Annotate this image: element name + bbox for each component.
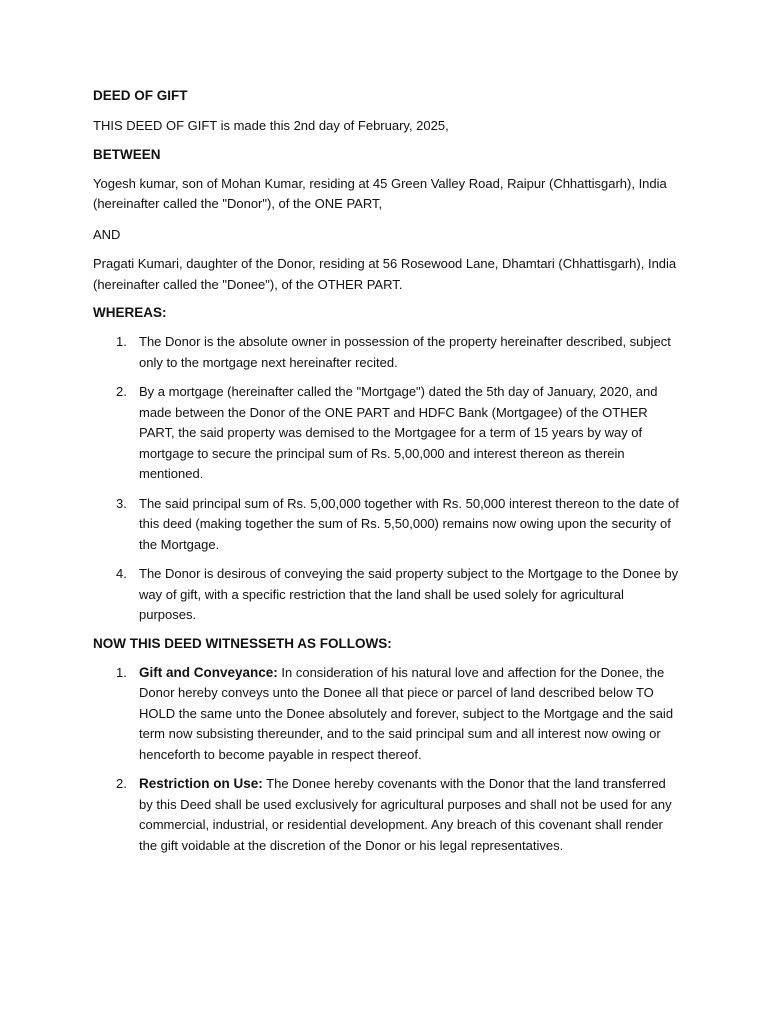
list-item <box>93 663 683 766</box>
list-item-text: The Donee hereby covenants with the Donor that the land transferred by this Deed shall be used exclusively for agricultural purposes and shall not be used for any commercial, industrial, or residential development. Any breach of this covenant shall render the gift voidable at the discretion of the Donor or his legal representatives. <box>139 776 672 853</box>
whereas-heading: WHEREAS: <box>93 305 167 320</box>
donor-paragraph: Yogesh kumar, son of Mohan Kumar, residing at 45 Green Valley Road, Raipur (Chhattisgarh), India (hereinafter called the "Donor"), of the ONE PART, <box>93 175 667 211</box>
whereas-list <box>93 332 683 626</box>
donee-paragraph: Pragati Kumari, daughter of the Donor, residing at 56 Rosewood Lane, Dhamtari (Chhattisgarh), India (hereinafter called the "Donee"), of the OTHER PART. <box>93 256 677 292</box>
witnesseth-heading: NOW THIS DEED WITNESSETH AS FOLLOWS: <box>93 635 392 651</box>
list-item-text: The Donor is the absolute owner in possession of the property hereinafter described, subject only to the mortgage next hereinafter recited. <box>139 334 671 370</box>
and-text: AND <box>93 226 121 242</box>
list-item-number: 1. <box>116 664 127 680</box>
list-item <box>93 382 683 485</box>
list-item <box>93 774 683 856</box>
list-item-number: 2. <box>116 776 127 791</box>
clause-lead: Gift and Conveyance: <box>139 664 278 680</box>
list-item <box>93 494 683 556</box>
list-item <box>93 332 683 373</box>
list-item-number: 3. <box>116 495 127 511</box>
list-item-number: 2. <box>116 384 127 399</box>
list-item-text: In consideration of his natural love and affection for the Donee, the Donor hereby conveys unto the Donee all that piece or parcel of land described below TO HOLD the same unto the Donee absolutely and forever, subject to the Mortgage and the said term now subsisting thereunder, and to the said principal sum and all interest now owing or henceforth to become payable in respect thereof. <box>139 664 674 762</box>
list-item-number: 1. <box>116 334 127 349</box>
between-heading: BETWEEN <box>93 146 161 162</box>
intro-paragraph: THIS DEED OF GIFT is made this 2nd day of February, 2025, <box>93 118 449 133</box>
list-item-text: By a mortgage (hereinafter called the "Mortgage") dated the 5th day of January, 2020, and made between the Donor of the ONE PART and HDFC Bank (Mortgagee) of the OTHER PART, the said property was demised to the Mortgagee for a term of 15 years by way of mortgage to secure the principal sum of Rs. 5,00,000 and interest thereon as therein mentioned. <box>139 384 658 481</box>
operative-clauses-list <box>93 663 683 857</box>
list-item-number: 4. <box>116 566 127 581</box>
list-item-text: The said principal sum of Rs. 5,00,000 together with Rs. 50,000 interest thereon to the date of this deed (making together the sum of Rs. 5,50,000) remains now owing upon the security of the Mortgage. <box>139 495 679 552</box>
list-item <box>93 564 683 626</box>
list-item-text: The Donor is desirous of conveying the said property subject to the Mortgage to the Donee by way of gift, with a specific restriction that the land shall be used solely for agricultural purposes. <box>139 566 679 622</box>
document-title: DEED OF GIFT <box>93 88 188 103</box>
deed-document <box>93 86 683 856</box>
clause-lead: Restriction on Use: <box>139 776 263 791</box>
